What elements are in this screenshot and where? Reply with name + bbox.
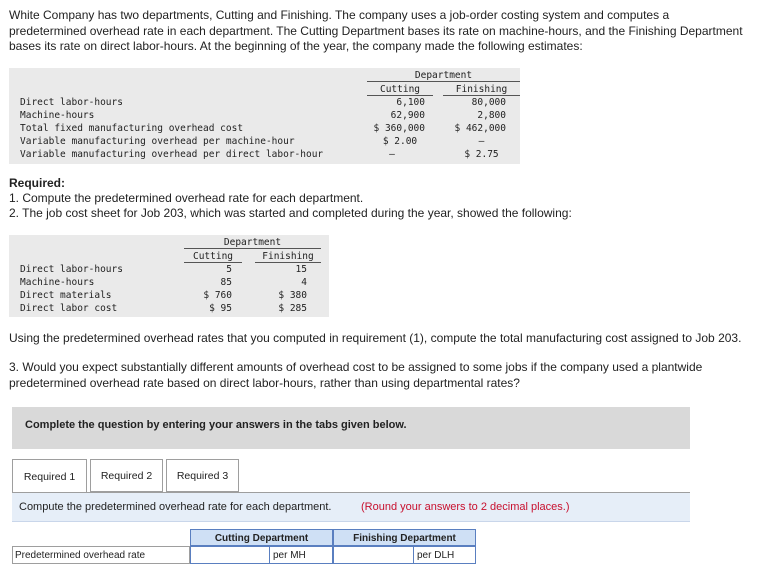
estimates-finishing-value: 80,000 xyxy=(471,97,506,108)
instruction-banner xyxy=(12,407,690,449)
requirement-3-text: 3. Would you expect substantially different amounts of overhead cost to be assigned to some jobs if the company used a plantwide predetermined overhead rate based on direct labor-hours, rather than using departmental rates? xyxy=(9,360,703,390)
job-finishing-value: $ 285 xyxy=(278,303,307,314)
job-row-label: Direct materials xyxy=(20,290,112,301)
tab-required-1[interactable]: Required 1 xyxy=(12,459,87,493)
estimates-finishing-value: – xyxy=(478,136,485,147)
estimates-cutting-value: $ 360,000 xyxy=(373,123,425,134)
job-finishing-value: 15 xyxy=(295,264,307,275)
estimates-cutting-value: 6,100 xyxy=(396,97,425,108)
estimates-finishing-value: 2,800 xyxy=(477,110,506,121)
estimates-cutting-value: 62,900 xyxy=(390,110,425,121)
tab-required-3[interactable]: Required 3 xyxy=(166,459,239,492)
estimates-cutting-value: – xyxy=(389,149,395,160)
job-cutting-value: 85 xyxy=(220,277,232,288)
job-row-label: Direct labor cost xyxy=(20,303,118,314)
answer-row-label: Predetermined overhead rate xyxy=(12,546,190,564)
estimates-col-cutting: Cutting xyxy=(367,84,433,96)
job-finishing-value: 4 xyxy=(301,277,307,288)
estimates-finishing-value: $ 2.75 xyxy=(464,149,499,160)
answer-col-finishing: Finishing Department xyxy=(333,529,476,546)
job-row-label: Direct labor-hours xyxy=(20,264,123,275)
tab-required-2[interactable]: Required 2 xyxy=(90,459,163,492)
requirement-2-text: 2. The job cost sheet for Job 203, which was started and completed during the year, showed the following: xyxy=(9,206,572,220)
job-row-label: Machine-hours xyxy=(20,277,95,288)
estimates-department-header: Department xyxy=(367,70,520,82)
finishing-rate-input[interactable] xyxy=(333,546,414,564)
answer-col-cutting: Cutting Department xyxy=(190,529,333,546)
job-cutting-value: $ 760 xyxy=(203,290,232,301)
estimates-row-label: Direct labor-hours xyxy=(20,97,123,108)
job-col-finishing: Finishing xyxy=(255,251,321,263)
estimates-row-label: Total fixed manufacturing overhead cost xyxy=(20,123,244,134)
cutting-unit-label: per MH xyxy=(270,546,333,564)
required-heading: Required: xyxy=(9,176,66,190)
job-department-header: Department xyxy=(184,237,321,249)
answer-prompt: Compute the predetermined overhead rate for each department. xyxy=(19,501,332,513)
cutting-rate-input[interactable] xyxy=(190,546,270,564)
estimates-row-label: Variable manufacturing overhead per direct labor-hour xyxy=(20,149,324,160)
estimates-table xyxy=(9,68,520,164)
answer-rounding-hint: (Round your answers to 2 decimal places.) xyxy=(361,501,570,513)
job-cutting-value: 5 xyxy=(226,264,232,275)
estimates-row-label: Variable manufacturing overhead per machine-hour xyxy=(20,136,295,147)
job-col-cutting: Cutting xyxy=(184,251,242,263)
estimates-col-finishing: Finishing xyxy=(443,84,520,96)
estimates-cutting-value: $ 2.00 xyxy=(382,136,418,147)
intro-paragraph: White Company has two departments, Cutting and Finishing. The company uses a job-order costing system and computes a predetermined overhead rate in each department. The Cutting Department bases its rate on machine-hours, and the Finishing Department bases its rate on direct labor-hours. At the beginning of the year, the company made the following estimates: xyxy=(9,8,743,53)
estimates-row-label: Machine-hours xyxy=(20,110,95,121)
instruction-banner-text: Complete the question by entering your answers in the tabs given below. xyxy=(25,419,407,431)
requirement-1-text: 1. Compute the predetermined overhead rate for each department. xyxy=(9,191,364,205)
answer-panel xyxy=(12,492,690,522)
job-cost-table xyxy=(9,235,329,317)
job-finishing-value: $ 380 xyxy=(278,290,307,301)
finishing-unit-label: per DLH xyxy=(414,546,476,564)
job-cutting-value: $ 95 xyxy=(209,303,232,314)
estimates-finishing-value: $ 462,000 xyxy=(454,123,506,134)
requirement-2-continued-text: Using the predetermined overhead rates that you computed in requirement (1), compute the total manufacturing cost assigned to Job 203. xyxy=(9,331,742,345)
